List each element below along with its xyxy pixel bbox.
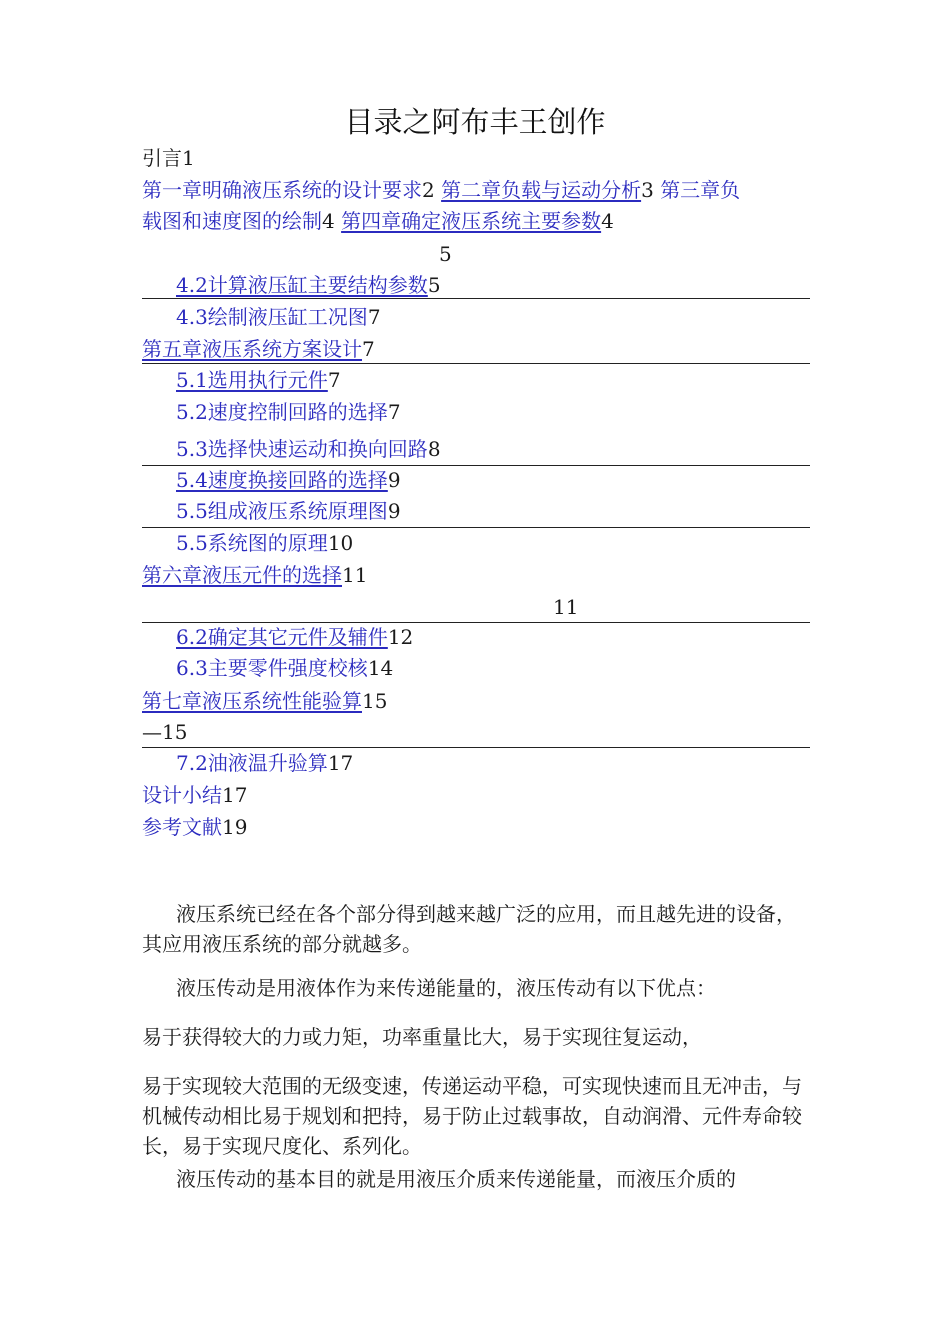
toc-page: 1 <box>182 146 195 170</box>
toc-page-number: 11 <box>553 595 579 619</box>
toc-label: 设计小结 <box>142 783 222 807</box>
toc-page: 7 <box>362 337 375 361</box>
toc-label: 7.2油液温升验算 <box>176 751 328 775</box>
toc-entry-5-1[interactable] <box>176 366 341 394</box>
toc-label: 第五章液压系统方案设计 <box>142 337 362 361</box>
toc-line-ch3-ch4 <box>142 207 614 235</box>
toc-label: 5.1选用执行元件 <box>176 368 328 392</box>
toc-page: 9 <box>387 468 401 492</box>
toc-page: 2 <box>422 178 435 202</box>
paragraph: 易于获得较大的力或力矩，功率重量比大，易于实现往复运动， <box>142 1025 702 1049</box>
toc-entry-6-2[interactable] <box>176 623 413 651</box>
toc-page: 15 <box>362 689 388 713</box>
page-title: 目录之阿布丰王创作 <box>344 105 606 139</box>
toc-label: 参考文献 <box>142 815 222 839</box>
toc-entry-ch2[interactable]: 第二章负载与运动分析 <box>441 178 642 202</box>
toc-page: 17 <box>327 751 354 775</box>
toc-page: 5 <box>427 273 441 297</box>
toc-entry-summary[interactable] <box>142 781 247 809</box>
toc-entry-5-5-diagram[interactable] <box>176 497 401 525</box>
toc-label: 6.3主要零件强度校核 <box>176 656 368 680</box>
toc-label: 5.2速度控制回路的选择 <box>176 400 388 424</box>
toc-page: 17 <box>222 783 248 807</box>
toc-page: 11 <box>342 563 368 587</box>
toc-entry-5-2[interactable] <box>176 398 401 426</box>
paragraph: 易于实现较大范围的无级变速，传递运动平稳，可实现快速而且无冲击，与机械传动相比易于规划和把持，易于防止过载事故，自动润滑、元件寿命较长，易于实现尺度化、系列化。 <box>142 1074 802 1158</box>
toc-label: 5.3选择快速运动和换向回路 <box>176 437 428 461</box>
toc-entry-ch3[interactable]: 第三章负 <box>660 178 741 202</box>
toc-page: 4 <box>322 209 335 233</box>
divider <box>142 747 810 748</box>
toc-entry-5-4[interactable] <box>176 466 401 494</box>
toc-page-number: 5 <box>439 242 452 266</box>
toc-entry-4-3[interactable] <box>176 303 381 331</box>
toc-entry-ch3-cont[interactable]: 载图和速度图的绘制 <box>142 209 322 233</box>
toc-entry-6-3[interactable] <box>176 654 393 682</box>
toc-page: 4 <box>601 209 614 233</box>
toc-entry-5-5-principle[interactable] <box>176 529 353 557</box>
toc-page: 7 <box>367 305 381 329</box>
toc-label: 5.4速度换接回路的选择 <box>176 468 388 492</box>
toc-entry-ch4[interactable]: 第四章确定液压系统主要参数 <box>341 209 602 233</box>
divider <box>142 527 810 528</box>
toc-page: 14 <box>367 656 394 680</box>
toc-label: 引言 <box>142 146 182 170</box>
toc-entry-references[interactable] <box>142 813 247 841</box>
divider <box>142 298 810 299</box>
toc-page: 7 <box>327 368 341 392</box>
toc-entry-ch1[interactable]: 第一章明确液压系统的设计要求 <box>142 178 422 202</box>
toc-page: 7 <box>387 400 401 424</box>
toc-entry-7-2[interactable] <box>176 749 353 777</box>
toc-page: 9 <box>387 499 401 523</box>
toc-entry-4-2[interactable] <box>176 271 441 299</box>
divider <box>142 363 810 364</box>
toc-label: 4.2计算液压缸主要结构参数 <box>176 273 428 297</box>
toc-line-ch1-ch3 <box>142 176 740 204</box>
toc-page: 3 <box>641 178 654 202</box>
toc-entry-intro[interactable] <box>142 144 195 172</box>
toc-page: 19 <box>222 815 248 839</box>
toc-label: 5.5组成液压系统原理图 <box>176 499 388 523</box>
toc-page: 10 <box>327 531 354 555</box>
toc-entry-5-3[interactable] <box>176 435 441 463</box>
toc-label: 第七章液压系统性能验算 <box>142 689 362 713</box>
paragraph: 液压传动的基本目的就是用液压介质来传递能量，而液压介质的 <box>176 1167 736 1191</box>
toc-label: 第六章液压元件的选择 <box>142 563 342 587</box>
toc-entry-ch6[interactable] <box>142 561 367 589</box>
toc-label: 4.3绘制液压缸工况图 <box>176 305 368 329</box>
toc-label: 5.5系统图的原理 <box>176 531 328 555</box>
paragraph: 液压传动是用液体作为来传递能量的，液压传动有以下优点： <box>176 976 716 1000</box>
toc-entry-ch5[interactable] <box>142 335 375 363</box>
toc-page: 8 <box>427 437 441 461</box>
toc-entry-ch7[interactable] <box>142 687 387 715</box>
toc-label: 6.2确定其它元件及辅件 <box>176 625 388 649</box>
toc-page: 12 <box>387 625 414 649</box>
paragraph: 液压系统已经在各个部分得到越来越广泛的应用，而且越先进的设备，其应用液压系统的部分就越多。 <box>142 902 796 956</box>
toc-page-number: —15 <box>142 720 188 744</box>
